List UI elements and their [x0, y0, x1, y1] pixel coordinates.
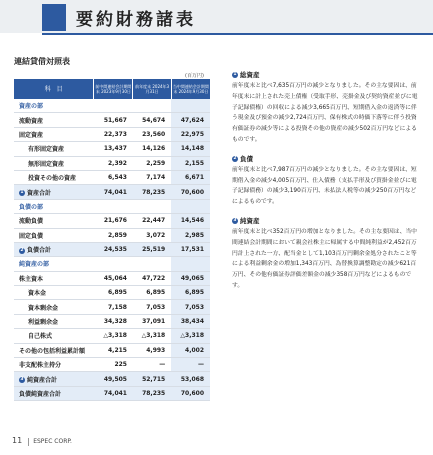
row-label: その他の包括利益累計額 [14, 343, 94, 357]
cell-value: 4,993 [133, 343, 171, 357]
cell-value: 14,126 [133, 142, 171, 156]
cell-value: 70,600 [171, 386, 210, 400]
cell-value: 6,543 [94, 170, 133, 184]
row-label: 1 資産合計 [14, 185, 94, 199]
footer-divider [28, 438, 29, 446]
row-label: 固定負債 [14, 228, 94, 242]
table-row [14, 214, 210, 228]
cell-value [171, 99, 210, 113]
row-label: 資本金 [14, 286, 94, 300]
table-row [14, 228, 210, 242]
note-body: 前年度末と比べ352百万円の増加となりました。その主な要因は、当中間連結会計期間において親会社株主に帰属する中間純利益が2,452百万円計上された一方、配当金として1,103百万円剰余金処分されたこと等による利益剰余金の増加1,343百万円、為替換算調整勘定の減少621百万円、その他有価証券評価差額金の減少358百万円などによるものです。 [232, 228, 417, 289]
cell-value: 4,002 [171, 343, 210, 357]
row-label: 非支配株主持分 [14, 358, 94, 372]
col-header-current-interim: 当中間連結会計期間末 2024年9月30日 [171, 79, 210, 99]
cell-value: 4,215 [94, 343, 133, 357]
notes-column [232, 70, 420, 300]
note-heading: 2 負債 [233, 154, 253, 163]
cell-value [94, 199, 133, 213]
row-label: 負債の部 [14, 199, 94, 213]
table-body [14, 99, 210, 401]
number-badge-icon: 3 [233, 217, 237, 223]
cell-value: 17,531 [171, 242, 210, 256]
table-row [14, 372, 210, 386]
cell-value: 2,859 [94, 228, 133, 242]
cell-value: 14,148 [171, 142, 210, 156]
note-net-assets [232, 216, 420, 292]
cell-value [133, 257, 171, 271]
row-label: 利益剰余金 [14, 314, 94, 328]
table-row [14, 271, 210, 285]
note-body: 前年度末と比べ7,635百万円の減少となりました。その主な要因は、前年度末に計上された売上債権（受取手形、売掛金及び契約資産並びに電子記録債権）の回収による減少3,665百万円、短期借入金の返済等に伴う現金及び預金の減少2,724百万円、保有株式の時価下落等に伴う投資有価証券の減少等による投資その他の資産の減少502百万円などによるものです。 [232, 83, 418, 143]
row-label: 資本剰余金 [14, 300, 94, 314]
cell-value: 6,671 [171, 170, 210, 184]
cell-value: 47,722 [133, 271, 171, 285]
table-row [14, 156, 210, 170]
cell-value: 51,667 [94, 113, 133, 127]
table-row [14, 314, 210, 328]
note-heading: 1 総資産 [233, 71, 260, 79]
cell-value: — [171, 358, 210, 372]
table-row [14, 286, 210, 300]
table-row [14, 113, 210, 127]
col-header-prior-interim: 前中間連結会計期間末 2023年9月30日 [94, 79, 133, 99]
cell-value: 49,505 [94, 372, 133, 386]
cell-value: 47,624 [171, 113, 210, 127]
cell-value: 22,975 [171, 127, 210, 141]
row-label: 3 純資産合計 [14, 372, 94, 386]
cell-value: 2,985 [171, 228, 210, 242]
cell-value: 53,068 [171, 372, 210, 386]
cell-value: 22,447 [133, 214, 171, 228]
table-row [14, 300, 210, 314]
cell-value: — [133, 358, 171, 372]
page-header [0, 0, 433, 33]
header-rule [42, 33, 433, 35]
table-row [14, 170, 210, 184]
table-row [14, 329, 210, 343]
row-label: 投資その他の資産 [14, 170, 94, 184]
table-row [14, 127, 210, 141]
cell-value: 7,174 [133, 170, 171, 184]
page-footer [12, 436, 72, 446]
cell-value: 74,041 [94, 185, 133, 199]
cell-value: △3,318 [171, 329, 210, 343]
table-row [14, 242, 210, 256]
cell-value [171, 199, 210, 213]
balance-sheet-table [14, 79, 210, 401]
row-label: 2 負債合計 [14, 242, 94, 256]
cell-value: 49,065 [171, 271, 210, 285]
cell-value: 74,041 [94, 386, 133, 400]
cell-value [171, 257, 210, 271]
cell-value: 37,091 [133, 314, 171, 328]
col-header-item: 科 目 [14, 79, 94, 99]
cell-value: 38,434 [171, 314, 210, 328]
cell-value: 52,715 [133, 372, 171, 386]
table-row [14, 358, 210, 372]
cell-value: 45,064 [94, 271, 133, 285]
cell-value: 22,373 [94, 127, 133, 141]
row-label: 純資産の部 [14, 257, 94, 271]
company-name: ESPEC CORP. [33, 438, 72, 445]
table-row [14, 257, 210, 271]
cell-value: 6,895 [171, 286, 210, 300]
number-badge-icon: 1 [233, 72, 237, 77]
cell-value [94, 257, 133, 271]
cell-value: 25,519 [133, 242, 171, 256]
table-row [14, 99, 210, 113]
row-label: 固定資産 [14, 127, 94, 141]
cell-value: 2,155 [171, 156, 210, 170]
note-body: 前年度末と比べ7,987百万円の減少となりました。その主な要因は、短期借入金の減少4,005百万円、仕入債務（支払手形及び買掛金並びに電子記録債務）の減少3,190百万円、未払法人税等の減少250百万円などによるものです。 [232, 166, 417, 206]
table-row [14, 199, 210, 213]
col-header-prior-year: 前年度末 2024年3月31日 [133, 79, 171, 99]
cell-value: △3,318 [133, 329, 171, 343]
cell-value: 21,676 [94, 214, 133, 228]
cell-value: 7,053 [171, 300, 210, 314]
cell-value: 7,158 [94, 300, 133, 314]
table-header-row [14, 79, 210, 99]
cell-value: 6,895 [94, 286, 133, 300]
page-title: 要約財務諸表 [76, 10, 196, 30]
table-row [14, 343, 210, 357]
row-label: 無形固定資産 [14, 156, 94, 170]
cell-value: 6,895 [133, 286, 171, 300]
cell-value [133, 99, 171, 113]
page-number: 11 [12, 436, 23, 445]
cell-value: 225 [94, 358, 133, 372]
number-badge-icon: 2 [233, 155, 237, 161]
cell-value: 2,392 [94, 156, 133, 170]
note-liabilities [232, 154, 420, 208]
cell-value: 24,535 [94, 242, 133, 256]
cell-value: 54,674 [133, 113, 171, 127]
section-title: 連結貸借対照表 [14, 57, 70, 66]
header-accent-bar [42, 4, 66, 31]
cell-value: 2,259 [133, 156, 171, 170]
table-row [14, 386, 210, 400]
row-label: 有形固定資産 [14, 142, 94, 156]
cell-value [94, 99, 133, 113]
row-label: 流動資産 [14, 113, 94, 127]
cell-value: 3,072 [133, 228, 171, 242]
cell-value: 23,560 [133, 127, 171, 141]
number-badge-icon: 1 [20, 190, 24, 196]
cell-value: 14,546 [171, 214, 210, 228]
cell-value: 13,437 [94, 142, 133, 156]
cell-value: 70,600 [171, 185, 210, 199]
row-label: 株主資本 [14, 271, 94, 285]
note-total-assets [232, 70, 420, 146]
row-label: 負債純資産合計 [14, 386, 94, 400]
cell-value: 78,235 [133, 386, 171, 400]
table-row [14, 142, 210, 156]
table-row [14, 185, 210, 199]
cell-value [133, 199, 171, 213]
row-label: 資産の部 [14, 99, 94, 113]
row-label: 自己株式 [14, 329, 94, 343]
cell-value: 78,235 [133, 185, 171, 199]
number-badge-icon: 3 [20, 377, 24, 383]
cell-value: 7,053 [133, 300, 171, 314]
cell-value: △3,318 [94, 329, 133, 343]
note-heading: 3 純資産 [233, 216, 260, 225]
unit-label: (百万円) [185, 73, 204, 79]
number-badge-icon: 2 [20, 247, 24, 253]
row-label: 流動負債 [14, 214, 94, 228]
cell-value: 34,328 [94, 314, 133, 328]
